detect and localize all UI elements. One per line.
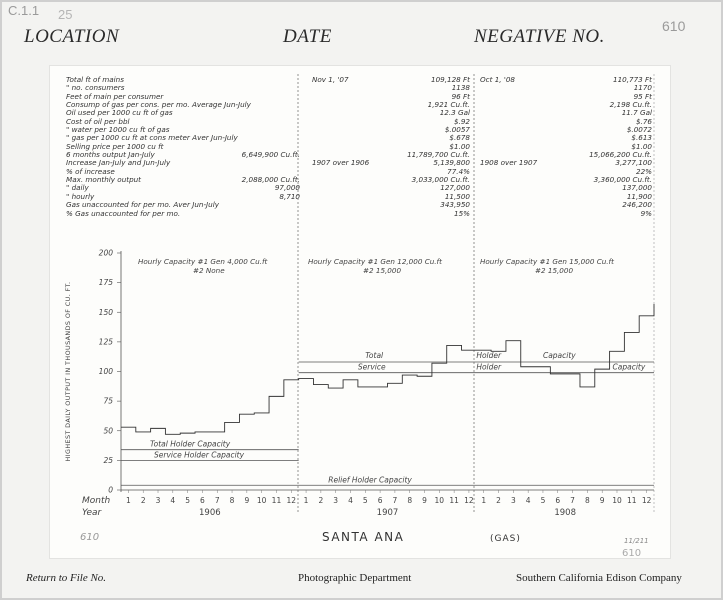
- table-cell-c2: 3,360,000 Cu.ft.: [593, 175, 652, 185]
- month-tick-label: 11: [627, 496, 637, 505]
- table-cell-c1: $.0057: [444, 125, 470, 135]
- month-tick-label: 5: [362, 496, 368, 505]
- total-holder-1906-label: Total Holder Capacity: [150, 439, 231, 449]
- table-cell-label: Total ft of mains: [66, 75, 124, 84]
- footer-company: Southern California Edison Company: [516, 572, 682, 584]
- service-holder-1906-label: Service Holder Capacity: [154, 450, 245, 460]
- table-cell-label: % of increase: [66, 166, 115, 176]
- table-cell-label: Max. monthly output: [66, 175, 141, 185]
- table-cell-c1: 12.3 Gal: [439, 108, 470, 118]
- month-tick-label: 3: [155, 496, 161, 505]
- month-tick-label: 5: [185, 496, 191, 505]
- output-chart: [50, 66, 670, 558]
- table-cell-c1: $.92: [453, 116, 470, 126]
- month-tick-label: 10: [612, 496, 622, 505]
- month-tick-label: 3: [510, 496, 516, 505]
- table-cell-label: " no. consumers: [66, 83, 125, 93]
- table-cell-c2: 3,277,100: [615, 158, 652, 168]
- month-tick-label: 10: [256, 496, 267, 505]
- month-tick-label: 2: [318, 496, 324, 505]
- month-tick-label: 5: [540, 496, 546, 505]
- table-cell-c1: $.678: [449, 133, 470, 143]
- month-tick-label: 1: [303, 496, 309, 505]
- chart-plate: [50, 66, 670, 558]
- table-cell-c2: 1170: [633, 83, 652, 93]
- month-tick-label: 11: [449, 496, 459, 505]
- month-tick-label: 12: [641, 496, 652, 505]
- month-tick-label: 8: [229, 496, 235, 505]
- y-tick-label: 0: [108, 485, 113, 495]
- y-tick-label: 175: [98, 278, 113, 288]
- table-cell-c1: 77.4%: [447, 166, 470, 176]
- y-tick-label: 200: [98, 248, 113, 258]
- month-tick-label: 12: [464, 496, 474, 505]
- month-tick-label: 10: [434, 496, 445, 505]
- month-tick-label: 7: [392, 496, 398, 505]
- total-holder-label: Capacity: [542, 351, 576, 361]
- y-tick-label: 100: [98, 367, 113, 376]
- table-cell-c2: $.76: [635, 116, 652, 126]
- corner-mark-right: 610: [662, 18, 686, 34]
- table-cell-label: Oil used per 1000 cu ft of gas: [66, 108, 173, 118]
- relief-holder-label: Relief Holder Capacity: [328, 475, 412, 485]
- month-tick-label: 7: [214, 496, 220, 505]
- y-tick-label: 50: [103, 426, 113, 436]
- capacity-note: #2 None: [193, 266, 225, 275]
- table-cell-label: % Gas unaccounted for per mo.: [66, 208, 181, 218]
- table-cell-c1: $1.00: [449, 141, 470, 151]
- capacity-note: #2 15,000: [535, 266, 574, 275]
- table-cell-c2: $1.00: [631, 141, 652, 151]
- table-cell-c1: 11,500: [444, 191, 470, 201]
- month-tick-label: 6: [200, 496, 205, 505]
- capacity-note: Hourly Capacity #1 Gen 15,000 Cu.ft: [480, 257, 614, 266]
- month-tick-label: 1: [481, 496, 487, 505]
- table-cell-c1: 15%: [454, 208, 470, 218]
- chart-subtitle: (GAS): [490, 534, 521, 544]
- total-holder-label: Holder: [476, 351, 502, 361]
- footer-department: Photographic Department: [298, 572, 412, 584]
- table-cell-label: " gas per 1000 cu ft at cons meter Aver Jun-July: [66, 133, 238, 143]
- month-tick-label: 4: [170, 496, 176, 505]
- y-tick-label: 75: [103, 396, 113, 406]
- month-tick-label: 4: [348, 496, 353, 505]
- output-series-line: [121, 304, 654, 434]
- table-cell-c1: 127,000: [440, 183, 470, 193]
- table-cell-c2l: Oct 1, '08: [480, 75, 515, 84]
- service-holder-label: Service: [357, 362, 386, 372]
- table-cell-c2: $.0072: [626, 125, 652, 135]
- total-holder-label: Total: [365, 351, 384, 361]
- chart-title: SANTA ANA: [322, 530, 405, 544]
- capacity-note: Hourly Capacity #1 Gen 12,000 Cu.ft: [308, 257, 442, 266]
- plate-mark: 610: [622, 548, 642, 558]
- table-cell-c2: 2,198 Cu.ft.: [609, 100, 652, 110]
- month-tick-label: 3: [333, 496, 339, 505]
- footer-file-no: Return to File No.: [26, 572, 107, 584]
- table-cell-label: " water per 1000 cu ft of gas: [66, 125, 170, 135]
- month-tick-label: 9: [244, 496, 250, 505]
- y-axis-label: HIGHEST DAILY OUTPUT IN THOUSANDS OF CU. FT.: [64, 281, 72, 462]
- location-heading: LOCATION: [24, 26, 120, 47]
- year-tick-label: 1907: [376, 508, 399, 518]
- table-cell-label: 6 months output Jan-July: [66, 150, 155, 160]
- table-cell-c2: 110,773 Ft: [613, 75, 652, 84]
- table-cell-c2: 137,000: [622, 183, 652, 193]
- table-cell-label: Increase Jan-July and Jun-July: [66, 158, 171, 168]
- table-cell-c0: 6,649,900 Cu.ft.: [241, 150, 300, 160]
- table-cell-label: Cost of oil per bbl: [66, 116, 130, 126]
- month-tick-label: 8: [584, 496, 590, 505]
- table-cell-c0: 97,000: [274, 183, 300, 193]
- month-tick-label: 2: [140, 496, 146, 505]
- month-tick-label: 2: [496, 496, 501, 505]
- table-cell-c1: 96 Ft: [451, 91, 470, 101]
- table-cell-c2: 246,200: [622, 200, 652, 210]
- table-cell-c0: 8,710: [279, 191, 300, 201]
- y-tick-label: 25: [103, 455, 113, 465]
- table-cell-c1: 109,128 Ft: [431, 75, 470, 84]
- table-cell-c1: 1138: [451, 83, 470, 93]
- table-cell-c2: 22%: [636, 166, 652, 176]
- table-cell-c2: 11,900: [626, 191, 652, 201]
- year-axis-label: Year: [82, 508, 102, 518]
- table-cell-c2l: 1908 over 1907: [480, 158, 538, 168]
- table-cell-label: Gas unaccounted for per mo. Aver Jun-July: [66, 200, 219, 210]
- table-cell-label: " hourly: [66, 191, 95, 201]
- service-holder-label: Capacity: [612, 362, 646, 372]
- table-cell-label: Consump of gas per cons. per mo. Average Jun-July: [66, 100, 251, 110]
- corner-mark-mid: 25: [58, 7, 73, 22]
- month-tick-label: 4: [525, 496, 531, 505]
- month-tick-label: 7: [570, 496, 575, 505]
- table-cell-c1: 3,033,000 Cu.ft.: [411, 175, 470, 185]
- table-cell-c1: 1,921 Cu.ft.: [427, 100, 470, 110]
- month-tick-label: 11: [271, 496, 282, 505]
- table-cell-c2: $.613: [631, 133, 652, 143]
- month-tick-label: 1: [126, 496, 131, 505]
- y-tick-label: 150: [98, 307, 113, 317]
- month-tick-label: 8: [407, 496, 413, 505]
- month-axis-label: Month: [82, 496, 111, 506]
- capacity-note: #2 15,000: [363, 266, 402, 275]
- table-cell-label: Selling price per 1000 cu ft: [66, 141, 164, 151]
- table-cell-c2: 9%: [640, 208, 652, 218]
- month-tick-label: 9: [599, 496, 605, 505]
- table-cell-c2: 95 Ft: [633, 91, 652, 101]
- table-cell-label: " daily: [66, 183, 89, 193]
- table-cell-label: Feet of main per consumer: [66, 91, 164, 101]
- table-cell-c1l: Nov 1, '07: [312, 75, 349, 84]
- month-tick-label: 9: [422, 496, 427, 505]
- table-cell-c1: 343,950: [440, 200, 470, 210]
- month-tick-label: 6: [555, 496, 561, 505]
- table-cell-c1: 11,789,700 Cu.ft.: [407, 150, 470, 160]
- table-cell-c2: 11.7 Gal: [621, 108, 652, 118]
- year-tick-label: 1908: [554, 508, 576, 518]
- capacity-note: Hourly Capacity #1 Gen 4,000 Cu.ft: [138, 257, 268, 266]
- month-tick-label: 6: [377, 496, 383, 505]
- year-tick-label: 1906: [199, 508, 221, 518]
- table-cell-c0: 2,088,000 Cu.ft.: [241, 175, 300, 185]
- y-tick-label: 125: [98, 337, 113, 347]
- month-tick-label: 12: [286, 496, 297, 505]
- plate-mark: 610: [80, 532, 100, 543]
- negative-heading: NEGATIVE NO.: [474, 26, 605, 47]
- table-cell-c1l: 1907 over 1906: [312, 158, 370, 168]
- table-cell-c1: 5,139,800: [433, 158, 470, 168]
- corner-mark-left: C.1.1: [8, 3, 40, 18]
- photo-card: [2, 2, 721, 598]
- table-cell-c2: 15,066,200 Cu.ft.: [589, 150, 652, 160]
- date-heading: DATE: [283, 26, 332, 47]
- plate-mark: 11/211: [624, 537, 649, 545]
- service-holder-label: Holder: [476, 362, 502, 372]
